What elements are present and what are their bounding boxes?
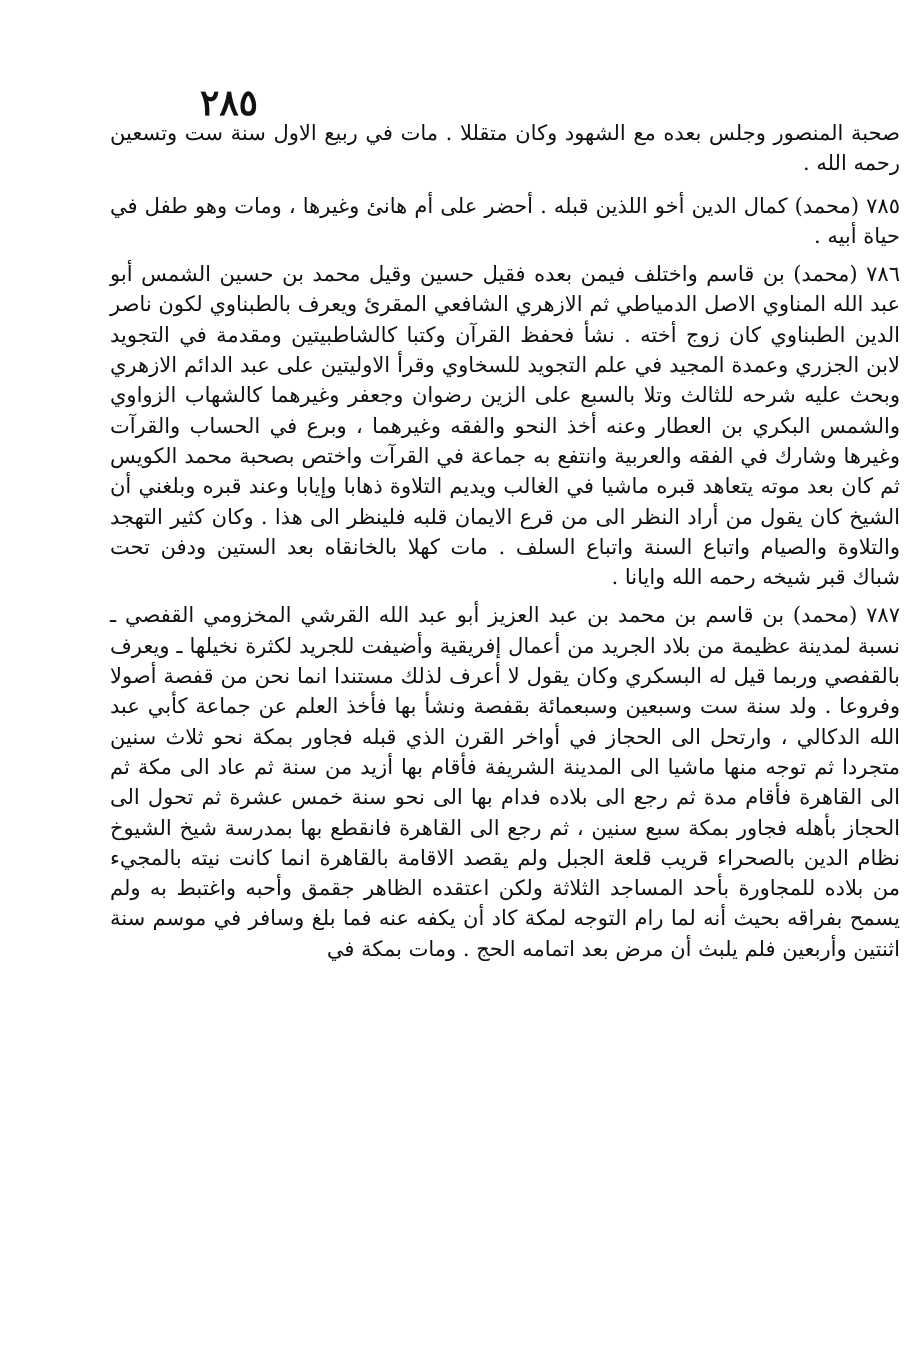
entry-continuation: صحبة المنصور وجلس بعده مع الشهود وكان متقللا . مات في ربيع الاول سنة ست وتسعين رحمه الله . [110, 121, 900, 176]
entry-786: ٧٨٦ (محمد) بن قاسم واختلف فيمن بعده فقيل حسين وقيل محمد بن حسين الشمس أبو عبد الله المناوي الاصل الدمياطي ثم الازهري الشافعي المقرئ ويعرف بالطبناوي لكون ناصر الدين الطبناوي كان زوج أخته . نشأ فحفظ القرآن وكتبا كالشاطبيتين ومقدمة في التجويد لابن الجزري وعمدة المجيد في علم التجويد للسخاوي وقرأ الاوليتين على عبد الدائم الازهري وبحث عليه شرحه للثالث وتلا بالسبع على الزين رضوان وجعفر وغيرهما كالشهاب الزواوي والشمس البكري بن العطار وعنه أخذ النحو والفقه وغيرهما ، وبرع في الحساب والقرآت وغيرها وشارك في الفقه والعربية وانتفع به جماعة في القرآت واختص بصحبة محمد الكويس ثم كان بعد موته يتعاهد قبره ماشيا في الغالب ويديم التلاوة ذهابا وإيابا وعند قبره وبلغني أن الشيخ كان يقول من أراد النظر الى من قرع الايمان قلبه فلينظر الى هذا . وكان كثير التهجد والتلاوة والصيام واتباع السنة واتباع السلف . مات كهلا بالخانقاه بعد الستين ودفن تحت شباك قبر شيخه رحمه الله وايانا . [110, 262, 900, 590]
page-number: ٢٨٥ [200, 82, 259, 124]
body-text [110, 118, 900, 972]
entry-785: ٧٨٥ (محمد) كمال الدين أخو اللذين قبله . أحضر على أم هانئ وغيرها ، ومات وهو طفل في حياة أبيه . [110, 193, 900, 248]
entry-787: ٧٨٧ (محمد) بن قاسم بن محمد بن عبد العزيز أبو عبد الله القرشي المخزومي القفصي ـ نسبة لمدينة عظيمة من بلاد الجريد من أعمال إفريقية وأضيفت للجريد لكثرة نخيلها ـ ويعرف بالقفصي وربما قيل له البسكري وكان يقول لا أعرف لذلك مستندا انما نحن من قفصة أصولا وفروعا . ولد سنة ست وسبعين وسبعمائة بقفصة ونشأ بها فأخذ العلم عن جماعة كأبي عبد الله الدكالي ، وارتحل الى الحجاز في أواخر القرن الذي قبله فجاور بمكة نحو ثلاث سنين متجردا ثم توجه منها ماشيا الى المدينة الشريفة فأقام بها أزيد من سنة ثم عاد الى مكة ثم الى القاهرة فأقام مدة ثم رجع الى بلاده فدام بها الى نحو سنة خمس عشرة ثم تحول الى الحجاز بأهله فجاور بمكة سبع سنين ، ثم رجع الى القاهرة فانقطع بها بمدرسة شيخ الشيوخ نظام الدين بالصحراء قريب قلعة الجبل ولم يقصد الاقامة بالقاهرة انما كانت نيته بالمجيء من بلاده للمجاورة بأحد المساجد الثلاثة ولكن اعتقده الظاهر جقمق وأحبه واغتبط به ولم يسمح بفراقه بحيث أنه لما رام التوجه لمكة كاد أن يكفه عنه فما بلغ وسافر في موسم سنة اثنتين وأربعين فلم يلبث أن مرض بعد اتمامه الحج . ومات بمكة في [110, 603, 900, 961]
